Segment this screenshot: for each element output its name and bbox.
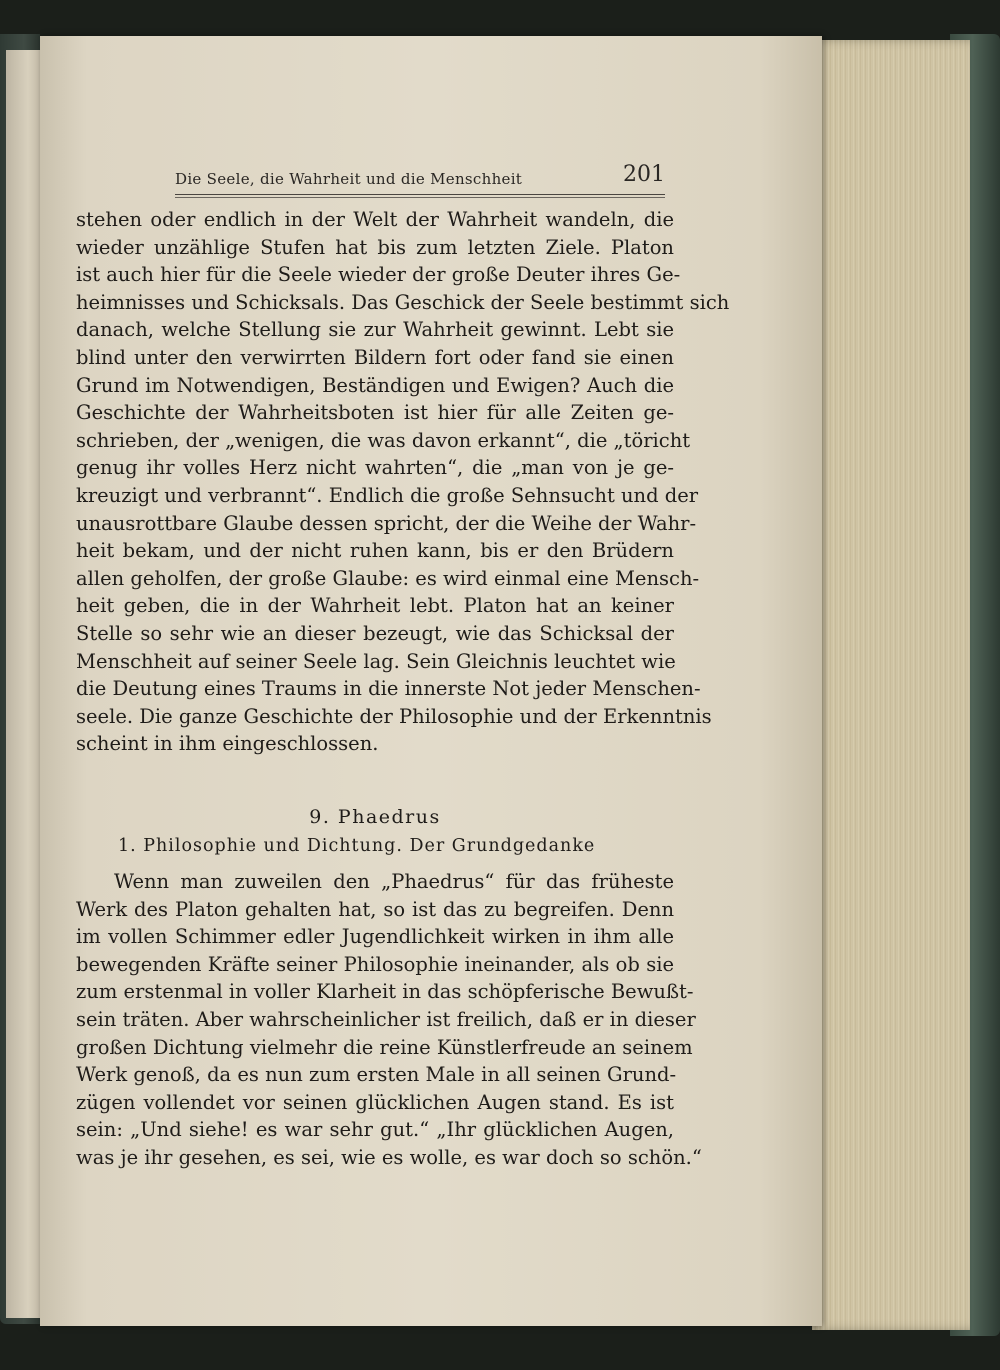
text-line: wieder unzählige Stufen hat bis zum letzten Ziele. Platon bbox=[76, 235, 674, 259]
text-line: scheint in ihm eingeschlossen. bbox=[76, 732, 379, 756]
text-line: Werk genoß, da es nun zum ersten Male in all seinen Grund- bbox=[76, 1063, 677, 1087]
page-header bbox=[135, 160, 665, 194]
text-line: Stelle so sehr wie an dieser bezeugt, wie das Schicksal der bbox=[76, 621, 674, 645]
text-line: heimnisses und Schicksals. Das Geschick der Seele bestimmt sich bbox=[76, 290, 730, 314]
text-line: allen geholfen, der große Glaube: es wird einmal eine Mensch- bbox=[76, 566, 700, 590]
page-block-edges bbox=[812, 40, 970, 1330]
text-line: heit bekam, und der nicht ruhen kann, bis er den Brüdern bbox=[76, 539, 674, 563]
header-rule bbox=[175, 194, 665, 195]
text-line: schrieben, der „wenigen, die was davon erkannt“, die „töricht bbox=[76, 428, 691, 452]
text-line: im vollen Schimmer edler Jugendlichkeit wirken in ihm alle bbox=[76, 925, 674, 949]
text-line: blind unter den verwirrten Bildern fort oder fand sie einen bbox=[76, 345, 674, 369]
text-line: Menschheit auf seiner Seele lag. Sein Gleichnis leuchtet wie bbox=[76, 649, 676, 673]
text-line: seele. Die ganze Geschichte der Philosophie und der Erkenntnis bbox=[76, 704, 712, 728]
text-line: die Deutung eines Traums in die innerste Not jeder Menschen- bbox=[76, 677, 701, 701]
text-line: sein träten. Aber wahrscheinlicher ist freilich, daß er in dieser bbox=[76, 1007, 696, 1031]
text-line: großen Dichtung vielmehr die reine Künstlerfreude an seinem bbox=[76, 1035, 693, 1059]
text-line: was je ihr gesehen, es sei, wie es wolle, es war doch so schön.“ bbox=[76, 1145, 702, 1169]
text-line: danach, welche Stellung sie zur Wahrheit gewinnt. Lebt sie bbox=[76, 318, 674, 342]
section-title: 9. Phaedrus bbox=[309, 806, 441, 828]
text-line: genug ihr volles Herz nicht wahrten“, die „man von je ge- bbox=[76, 456, 674, 480]
text-line: zum erstenmal in voller Klarheit in das schöpferische Bewußt- bbox=[76, 980, 694, 1004]
text-line: Grund im Notwendigen, Beständigen und Ewigen? Auch die bbox=[76, 373, 674, 397]
paragraph-1 bbox=[76, 206, 730, 758]
text-line: bewegenden Kräfte seiner Philosophie ineinander, als ob sie bbox=[76, 952, 674, 976]
text-line: Werk des Platon gehalten hat, so ist das zu begreifen. Denn bbox=[76, 897, 674, 921]
text-line: heit geben, die in der Wahrheit lebt. Platon hat an keiner bbox=[76, 594, 674, 618]
page-number: 201 bbox=[623, 162, 665, 187]
header-rule-thin bbox=[175, 197, 665, 198]
text-line: unausrottbare Glaube dessen spricht, der die Weihe der Wahr- bbox=[76, 511, 697, 535]
text-line: zügen vollendet vor seinen glücklichen Augen stand. Es ist bbox=[76, 1090, 674, 1114]
text-line: ist auch hier für die Seele wieder der große Deuter ihres Ge- bbox=[76, 263, 681, 287]
text-line: sein: „Und siehe! es war sehr gut.“ „Ihr glücklichen Augen, bbox=[76, 1118, 674, 1142]
running-head: Die Seele, die Wahrheit und die Menschheit bbox=[175, 170, 523, 188]
text-line: Wenn man zuweilen den „Phaedrus“ für das früheste bbox=[114, 870, 674, 893]
text-line: kreuzigt und verbrannt“. Endlich die große Sehnsucht und der bbox=[76, 483, 699, 507]
paragraph-2 bbox=[76, 868, 702, 1172]
text-line: Geschichte der Wahrheitsboten ist hier für alle Zeiten ge- bbox=[76, 401, 674, 425]
subsection-title: 1. Philosophie und Dichtung. Der Grundgedanke bbox=[118, 836, 596, 856]
text-line: stehen oder endlich in der Welt der Wahrheit wandeln, die bbox=[76, 208, 674, 231]
